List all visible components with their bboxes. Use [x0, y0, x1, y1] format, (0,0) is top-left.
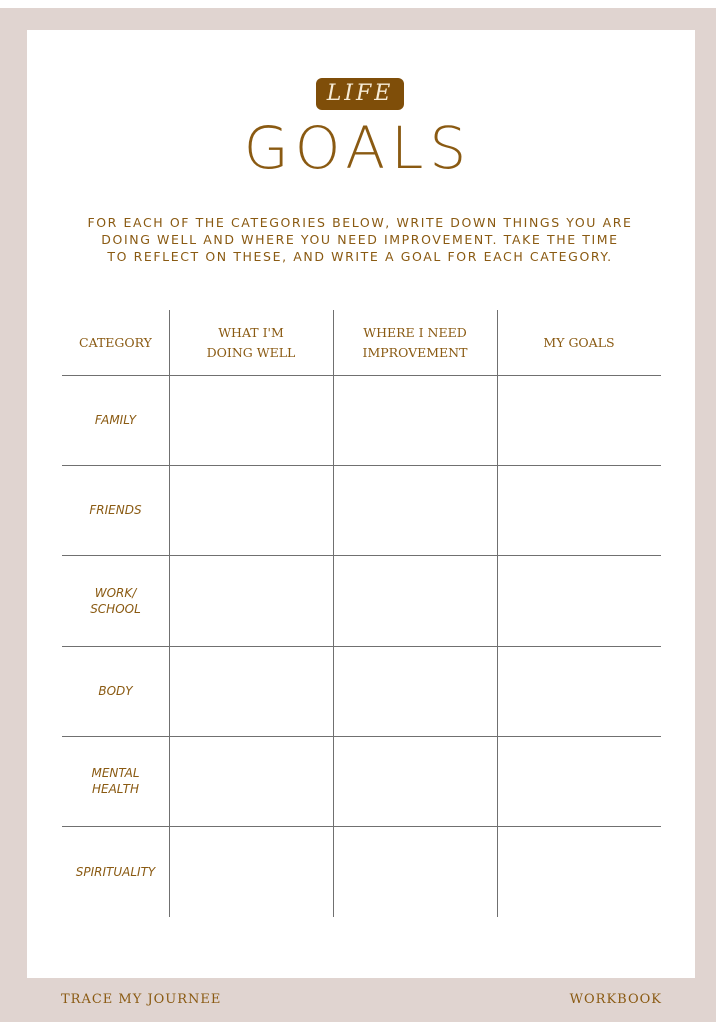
category-line: BODY: [98, 684, 133, 698]
header-line: MY GOALS: [543, 334, 615, 350]
column-header-doing-well: [169, 310, 333, 375]
column-header-category: [62, 310, 169, 375]
category-line: WORK/: [94, 585, 137, 600]
column-header-improvement: [333, 310, 497, 375]
category-body: [62, 646, 169, 736]
category-friends: [62, 465, 169, 555]
page-title: GOALS: [243, 114, 473, 182]
category-work-school: [62, 555, 169, 646]
instructions-line: TO REFLECT ON THESE, AND WRITE A GOAL FOR EACH CATEGORY.: [107, 249, 613, 264]
header-line: IMPROVEMENT: [362, 344, 468, 360]
header-line: WHERE I NEED: [363, 324, 467, 340]
goals-table: [62, 310, 661, 917]
instructions-line: DOING WELL AND WHERE YOU NEED IMPROVEMENT. TAKE THE TIME: [101, 232, 619, 247]
category-line: SPIRITUALITY: [75, 864, 156, 879]
workbook-label: WORKBOOK: [569, 992, 662, 1007]
header-line: WHAT I'M: [218, 324, 284, 340]
category-line: FRIENDS: [89, 503, 142, 517]
life-badge: LIFE: [316, 78, 404, 110]
category-family: [62, 375, 169, 465]
column-header-my-goals: [497, 310, 661, 375]
header-line: DOING WELL: [206, 344, 296, 360]
brand-name: TRACE MY JOURNEE: [61, 992, 222, 1007]
category-line: FAMILY: [94, 413, 137, 427]
category-line: SCHOOL: [90, 601, 141, 616]
instructions-line: FOR EACH OF THE CATEGORIES BELOW, WRITE DOWN THINGS YOU ARE: [87, 215, 633, 230]
instructions: [60, 214, 660, 265]
header-line: CATEGORY: [79, 334, 152, 350]
category-line: HEALTH: [91, 782, 140, 796]
category-spirituality: [62, 826, 169, 917]
category-line: MENTAL: [91, 766, 140, 780]
category-mental-health: [62, 736, 169, 826]
